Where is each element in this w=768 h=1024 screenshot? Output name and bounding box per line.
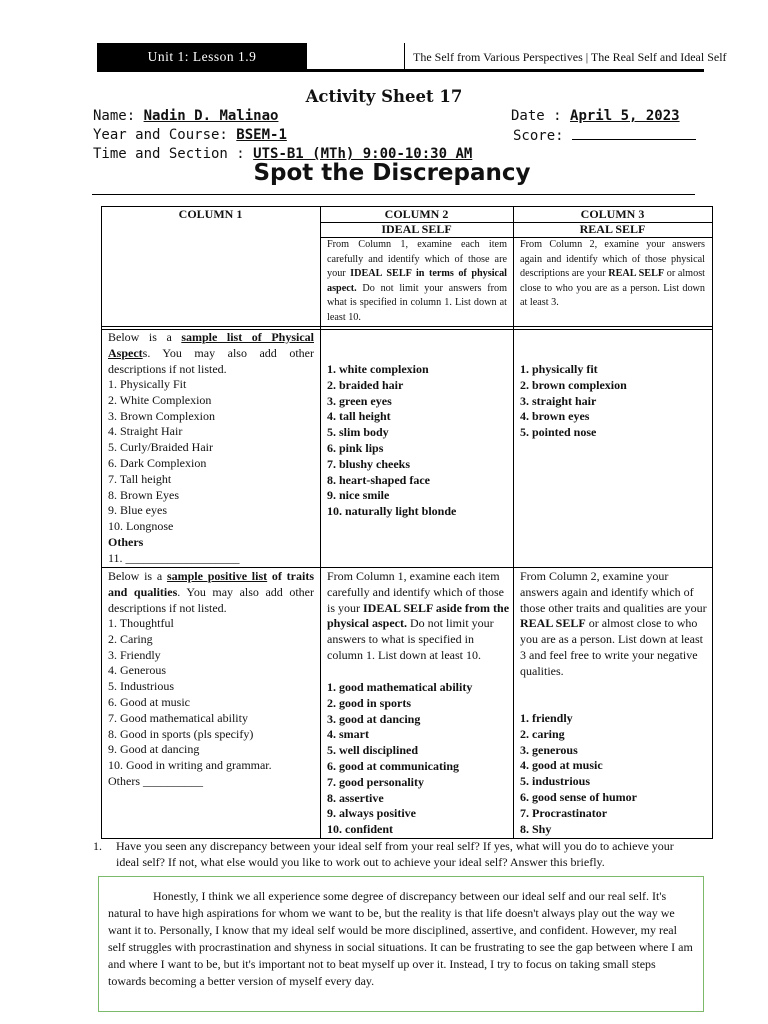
list-item: 3. green eyes — [327, 393, 392, 408]
time-section-label: Time and Section : — [93, 146, 245, 162]
name-label: Name: — [93, 108, 136, 124]
answer-text: Honestly, I think we all experience some degree of discrepancy between our ideal self and our real self. It's natural to have high aspirations for whom we want to be, but the reality is that life doesn't always play out the way we want it to. Personally, I know that my ideal self would be more disciplined, assertive, and confident. However, my real self struggles with procrastination and shyness in social situations. It can be frustrating to see the gap between where I am and where I want to be, but it's important not to beat myself up over it. Instead, I try to focus on taking small steps towards becoming a better version of myself every day. — [108, 889, 693, 988]
list-item: 7. good personality — [327, 774, 425, 789]
list-item: 9. Blue eyes — [108, 503, 167, 518]
name-value: Nadin D. Malinao — [143, 108, 279, 124]
list-item: 6. good sense of humor — [520, 789, 638, 804]
list-item: 7. Good mathematical ability — [108, 710, 248, 725]
list-item: 10. Longnose — [108, 519, 174, 534]
list-item: 9. Good at dancing — [108, 742, 200, 757]
list-item: 5. well disciplined — [327, 743, 419, 758]
physical-aspects-intro: Below is a sample list of Physical Aspects. You may also add other descriptions if not listed. — [108, 330, 314, 376]
ideal-traits-instructions: From Column 1, examine each item carefully and identify which of those is your IDEAL SELF aside from the physical aspect. Do not limit your answers to what is specified in column 1. List down at least 10. — [327, 569, 510, 662]
list-item: 1. white complexion — [327, 362, 429, 376]
table-border-right — [712, 206, 713, 839]
list-item: 5. Curly/Braided Hair — [108, 440, 213, 455]
list-item: 9. nice smile — [327, 488, 390, 503]
physical-aspects-list — [108, 377, 240, 567]
list-item: 3. generous — [520, 742, 578, 757]
list-item: 10. confident — [327, 822, 393, 837]
header-rule — [97, 69, 704, 72]
list-item: 6. good at communicating — [327, 758, 459, 773]
time-section-value: UTS-B1 (MTh) 9:00-10:30 AM — [253, 146, 473, 162]
list-item: 8. Good in sports (pls specify) — [108, 726, 254, 741]
list-item: 4. Generous — [108, 663, 166, 678]
date-label: Date : — [511, 108, 562, 124]
real-self-header: REAL SELF — [579, 222, 646, 236]
list-item: 2. White Complexion — [108, 392, 212, 407]
list-item: 9. always positive — [327, 806, 417, 821]
table-col-divider-1 — [320, 206, 321, 839]
column-3-header: COLUMN 3 — [580, 207, 645, 221]
list-item: 2. caring — [520, 726, 565, 741]
date-row — [511, 108, 680, 124]
table-col-divider-2 — [513, 206, 514, 839]
list-item: 6. pink lips — [327, 440, 384, 455]
activity-sheet-title: Activity Sheet 17 — [305, 87, 463, 106]
answer-box — [98, 876, 704, 1012]
list-item: 1. good mathematical ability — [327, 680, 473, 694]
real-physical-instructions: From Column 2, examine your answers again and identify which of those physical descriptions are your REAL SELF or almost close to who you are as a person. List down at least 3. — [520, 239, 706, 309]
list-item: 4. good at music — [520, 758, 603, 773]
table-row-rule-2 — [101, 567, 713, 568]
list-item: 8. assertive — [327, 790, 384, 805]
list-item: 4. tall height — [327, 409, 391, 424]
score-blank — [572, 127, 696, 140]
header-divider — [404, 43, 405, 71]
list-item: 2. Caring — [108, 631, 153, 646]
year-course-value: BSEM-1 — [236, 127, 287, 143]
others-blank: Others __________ — [108, 773, 203, 788]
list-item: 1. friendly — [520, 711, 573, 725]
list-item: 8. heart-shaped face — [327, 472, 430, 487]
date-value: April 5, 2023 — [570, 108, 680, 124]
ideal-physical-instructions: From Column 1, examine each item carefully and identify which of those are your IDEAL SELF in terms of physical aspect. Do not limit your answers from what is specified in column 1. List down at least 10. — [327, 239, 507, 323]
traits-intro: Below is a sample positive list of traits and qualities. You may also add other descriptions if not listed. — [108, 569, 314, 615]
list-item: 7. Procrastinator — [520, 805, 608, 820]
list-item: 3. Friendly — [108, 647, 161, 662]
others-label: Others — [108, 534, 144, 549]
list-item: 6. Good at music — [108, 694, 190, 709]
question-text: Have you seen any discrepancy between your ideal self from your real self? If yes, what will you do to achieve your ideal self? If not, what else would you like to work out to achieve your ideal self? Answer this briefly. — [116, 839, 674, 869]
real-traits-answers — [520, 711, 637, 837]
lesson-header — [97, 43, 727, 71]
real-physical-answers — [520, 362, 627, 441]
list-item: 3. good at dancing — [327, 711, 421, 726]
table-border-left — [101, 206, 102, 839]
list-item: 3. straight hair — [520, 393, 597, 408]
unit-lesson-label: Unit 1: Lesson 1.9 — [97, 43, 307, 71]
list-item: 5. pointed nose — [520, 425, 597, 440]
list-item: 1. Thoughtful — [108, 616, 174, 630]
list-item: 4. smart — [327, 727, 369, 742]
list-item: 6. Dark Complexion — [108, 455, 207, 470]
column-1-header: COLUMN 1 — [178, 207, 243, 221]
list-item: 5. slim body — [327, 425, 389, 440]
main-title: Spot the Discrepancy — [253, 160, 531, 186]
ideal-self-header: IDEAL SELF — [381, 222, 452, 236]
list-item: 5. industrious — [520, 774, 591, 789]
list-item: 7. blushy cheeks — [327, 456, 411, 471]
table-row-rule-1 — [101, 326, 713, 327]
list-item: 2. braided hair — [327, 377, 404, 392]
list-item: 2. brown complexion — [520, 377, 627, 392]
year-course-row — [93, 127, 287, 143]
real-traits-instructions: From Column 2, examine your answers again and identify which of those other traits and qualities are your REAL SELF or almost close to who you are as a person. List down at least 3 and feel free to write your negative qualities. — [520, 569, 707, 678]
year-course-label: Year and Course: — [93, 127, 228, 143]
list-item: 5. Industrious — [108, 679, 174, 694]
traits-list — [108, 616, 272, 790]
list-item: 8. Brown Eyes — [108, 487, 179, 502]
list-item: 2. good in sports — [327, 695, 412, 710]
list-item: 7. Tall height — [108, 471, 172, 486]
list-item: 3. Brown Complexion — [108, 408, 215, 423]
list-item: 8. Shy — [520, 821, 552, 836]
list-item: 1. Physically Fit — [108, 377, 187, 391]
list-item: 4. brown eyes — [520, 409, 590, 424]
ideal-physical-answers — [327, 362, 456, 520]
list-item: 1. physically fit — [520, 362, 598, 376]
score-row — [513, 127, 696, 144]
list-item: 4. Straight Hair — [108, 424, 183, 439]
ideal-traits-answers — [327, 680, 472, 838]
lesson-subject: The Self from Various Perspectives | The Real Self and Ideal Self — [413, 50, 727, 64]
title-rule — [92, 194, 695, 195]
others-blank: 11. ___________________ — [108, 550, 240, 565]
list-item: 10. Good in writing and grammar. — [108, 758, 272, 773]
name-row — [93, 108, 278, 124]
question-number: 1. — [93, 839, 102, 853]
list-item: 10. naturally light blonde — [327, 504, 457, 519]
score-label: Score: — [513, 128, 564, 144]
column-2-header: COLUMN 2 — [384, 207, 449, 221]
